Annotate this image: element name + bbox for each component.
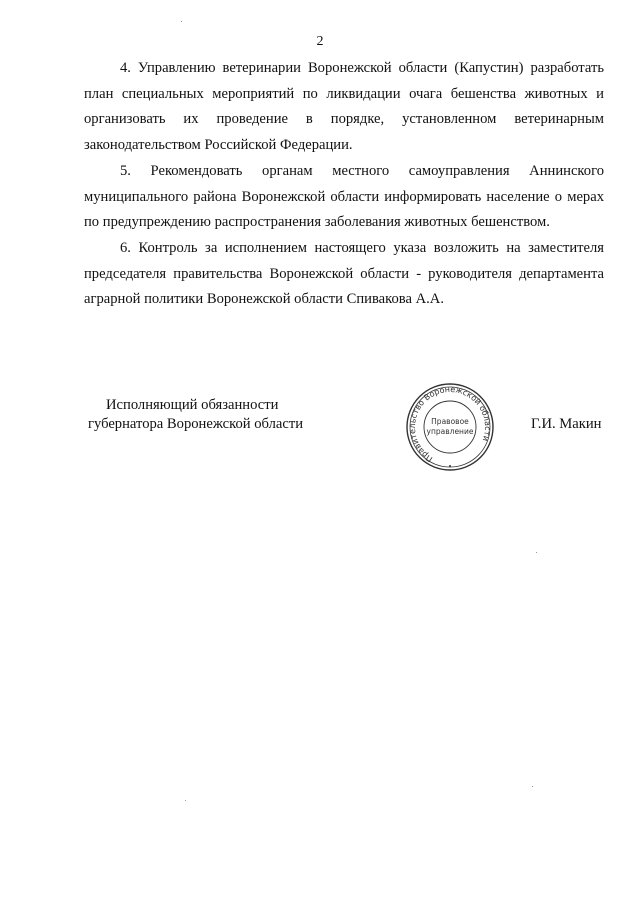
signature-block xyxy=(0,384,640,490)
paragraph-4: 4. Управлению ветеринарии Воронежской области (Капустин) разработать план специальных мероприятий по ликвидации очага бешенства животных и организовать их проведение в порядке, установленном ветеринарным законодательством Российской Федерации. xyxy=(84,60,604,154)
scan-speck xyxy=(181,21,182,22)
seal-center-line-2: управление xyxy=(426,427,474,436)
page-number: 2 xyxy=(316,34,324,49)
scan-speck xyxy=(532,786,533,787)
document-body xyxy=(84,56,604,313)
seal-dot xyxy=(449,465,451,467)
seal-ring-text: Правительство Воронежской области xyxy=(407,384,493,464)
paragraph-5: 5. Рекомендовать органам местного самоуправления Аннинского муниципального района Воронежской области информировать население о мерах по предупреждению распространения заболевания животных бешенством. xyxy=(84,162,604,231)
scan-speck xyxy=(536,552,537,553)
signatory-title-line-2: губернатора Воронежской области xyxy=(88,416,304,432)
paragraph-6: 6. Контроль за исполнением настоящего указа возложить на заместителя председателя правительства Воронежской области - руководителя департамента аграрной политики Воронежской области Спивакова А.А. xyxy=(84,239,604,308)
scan-speck xyxy=(185,800,186,801)
signatory-title-line-1: Исполняющий обязанности xyxy=(106,397,279,413)
official-seal-stamp xyxy=(399,382,501,472)
signatory-title xyxy=(88,396,303,434)
signatory-name: Г.И. Макин xyxy=(531,416,602,432)
seal-center-line-1: Правовое xyxy=(431,417,469,426)
